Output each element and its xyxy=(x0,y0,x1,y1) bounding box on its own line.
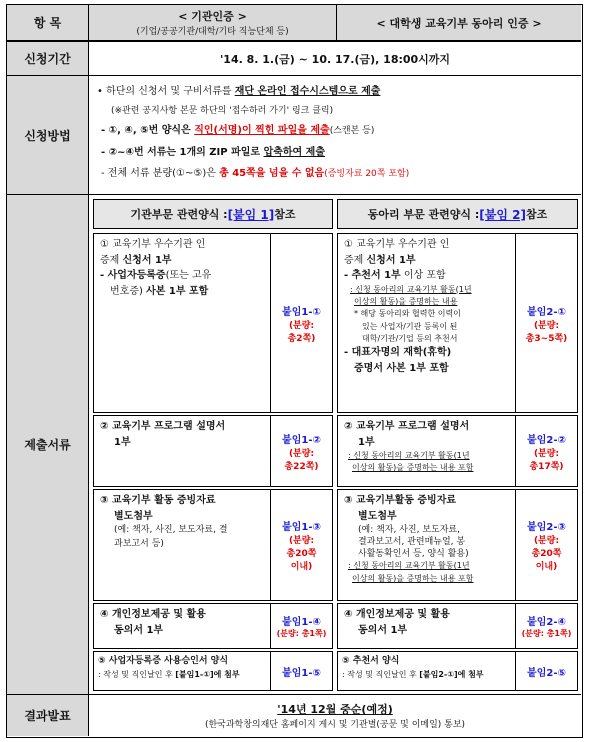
club-doc-3-ref: 붙임2-③ (분량: 총20쪽 이내) xyxy=(515,490,577,600)
attachment-1-link[interactable]: [붙임 1] xyxy=(227,207,275,222)
period-label-cell xyxy=(7,40,88,75)
attachment-2-link[interactable]: [붙임 2] xyxy=(479,207,526,222)
method-line-5: - 전체 서류 분량(①~⑤)은 총 45쪽을 넘을 수 없음(증빙자료 20쪽 포함) xyxy=(101,168,410,179)
club-doc-2-ref: 붙임2-② (분량: 총17쪽) xyxy=(515,416,577,486)
club-doc-1 xyxy=(337,233,578,413)
club-header-cell xyxy=(336,5,581,40)
docs-area xyxy=(88,194,581,694)
method-content-cell xyxy=(88,75,581,194)
result-date: '14년 12월 중순(예정) xyxy=(277,703,393,716)
agency-doc-2-ref: 붙임1-② (분량: 총22쪽) xyxy=(270,416,332,486)
period-label: 신청기간 xyxy=(24,52,71,66)
docs-label: 제출서류 xyxy=(24,438,71,452)
agency-header-title: < 기관인증 > xyxy=(178,10,247,23)
club-doc-5: ⑤ 추천서 양식 : 작성 및 직인날인 후 [붙임2-①]에 첨부 붙임2-⑤ xyxy=(337,651,578,691)
result-value-cell xyxy=(88,694,581,736)
agency-header-subtitle: (기업/공공기관/대학/기타 직능단체 등) xyxy=(136,27,289,37)
result-label: 결과발표 xyxy=(24,709,71,723)
club-doc-4-ref: 붙임2-④ (분량: 총1쪽) xyxy=(515,604,577,648)
docs-label-cell xyxy=(7,194,88,694)
club-doc-5-ref: 붙임2-⑤ xyxy=(515,652,577,690)
agency-doc-2: ② 교육기부 프로그램 설명서 1부 붙임1-② (분량: 총22쪽) xyxy=(93,415,333,487)
method-line-4: - ②~④번 서류는 1개의 ZIP 파일로 압축하여 제출 xyxy=(101,147,326,158)
agency-header-cell xyxy=(88,5,336,40)
club-doc-1-ref: 붙임2-① (분량: 총3~5쪽) xyxy=(515,234,577,412)
method-line-3: - ①, ④, ⑤번 양식은 직인(서명)이 찍힌 파일을 제출(스캔본 등) xyxy=(101,125,375,136)
method-label: 신청방법 xyxy=(24,128,71,143)
agency-doc-1 xyxy=(93,233,333,413)
method-line-2: (※관련 공지사항 본문 하단의 '접수하러 가기' 링크 클릭) xyxy=(111,106,334,116)
agency-docs-header: 기관부문 관련양식 : [붙임 1] 참조 xyxy=(93,199,333,229)
club-docs-header: 동아리 부문 관련양식 : [붙임 2] 참조 xyxy=(337,199,578,229)
agency-doc-1-ref: 붙임1-① (분량: 총2쪽) xyxy=(270,234,332,412)
result-label-cell xyxy=(7,694,88,736)
agency-doc-3-ref: 붙임1-③ (분량: 총20쪽 이내) xyxy=(270,490,332,600)
agency-doc-3: ③ 교육기부 활동 증빙자료 별도첨부 (예: 책자, 사진, 보도자료, 결 과보고서 등) 붙임1-③ (분량: 총20쪽 이내) xyxy=(93,489,333,601)
club-header-title: < 대학생 교육기부 동아리 인증 > xyxy=(376,16,542,30)
period-value: '14. 8. 1.(금) ~ 10. 17.(금), 18:00시까지 xyxy=(219,52,451,66)
club-doc-1-text: ① 교육기부 우수기관 인 증제 신청서 1부 - 추천서 1부 이상 포함 : 신청 동아리의 교육기부 활동(1년 이상의 활동)을 증명하는 내용 * 해당 동아리와 협력한 이력이 있는 사업자/기관 등록이 된 대학/기관/기업 등의 추천서 - 대표자명의 재학(휴학) 증명서 사본 1부 포함 xyxy=(344,239,472,374)
method-line-1: • 하단의 신청서 및 구비서류를 재단 온라인 접수시스템으로 제출 xyxy=(97,86,381,97)
attachment-ref: 붙임1-① xyxy=(282,306,321,318)
club-doc-3: ③ 교육기부활동 증빙자료 별도첨부 (예: 책자, 사진, 보도자료, 결과보고서, 관련매뉴얼, 봉 사활동확인서 등, 양식 활용) : 신청 동아리의 교육기부 활동(1년 이상의 활동)을 증명하는 내용 포함 붙임2-③ (분량: 총20쪽 이내) xyxy=(337,489,578,601)
application-guide-table xyxy=(6,4,583,738)
period-value-cell xyxy=(88,40,581,75)
agency-doc-5: ⑤ 사업자등록증 사용승인서 양식 : 작성 및 직인날인 후 [붙임1-①]에 첨부 붙임1-⑤ xyxy=(93,651,333,691)
agency-doc-5-ref: 붙임1-⑤ xyxy=(270,652,332,690)
result-note: (한국과학창의재단 홈페이지 게시 및 기관별(공문 및 이메일) 통보) xyxy=(204,720,466,730)
club-doc-2: ② 교육기부 프로그램 설명서 1부 : 신청 동아리의 교육기부 활동(1년 이상의 활동)을 증명하는 내용 포함 붙임2-② (분량: 총17쪽) xyxy=(337,415,578,487)
club-doc-4: ④ 개인정보제공 및 활용 동의서 1부 붙임2-④ (분량: 총1쪽) xyxy=(337,603,578,649)
method-label-cell xyxy=(7,75,88,194)
agency-doc-4-ref: 붙임1-④ (분량: 총1쪽) xyxy=(270,604,332,648)
item-header-cell xyxy=(7,5,88,40)
agency-doc-1-text: ① 교육기부 우수기관 인 증제 신청서 1부 - 사업자등록증(또는 고유 번호증) 사본 1부 포함 xyxy=(100,239,212,297)
item-header-label: 항 목 xyxy=(33,16,62,30)
agency-doc-4: ④ 개인정보제공 및 활용 동의서 1부 붙임1-④ (분량: 총1쪽) xyxy=(93,603,333,649)
